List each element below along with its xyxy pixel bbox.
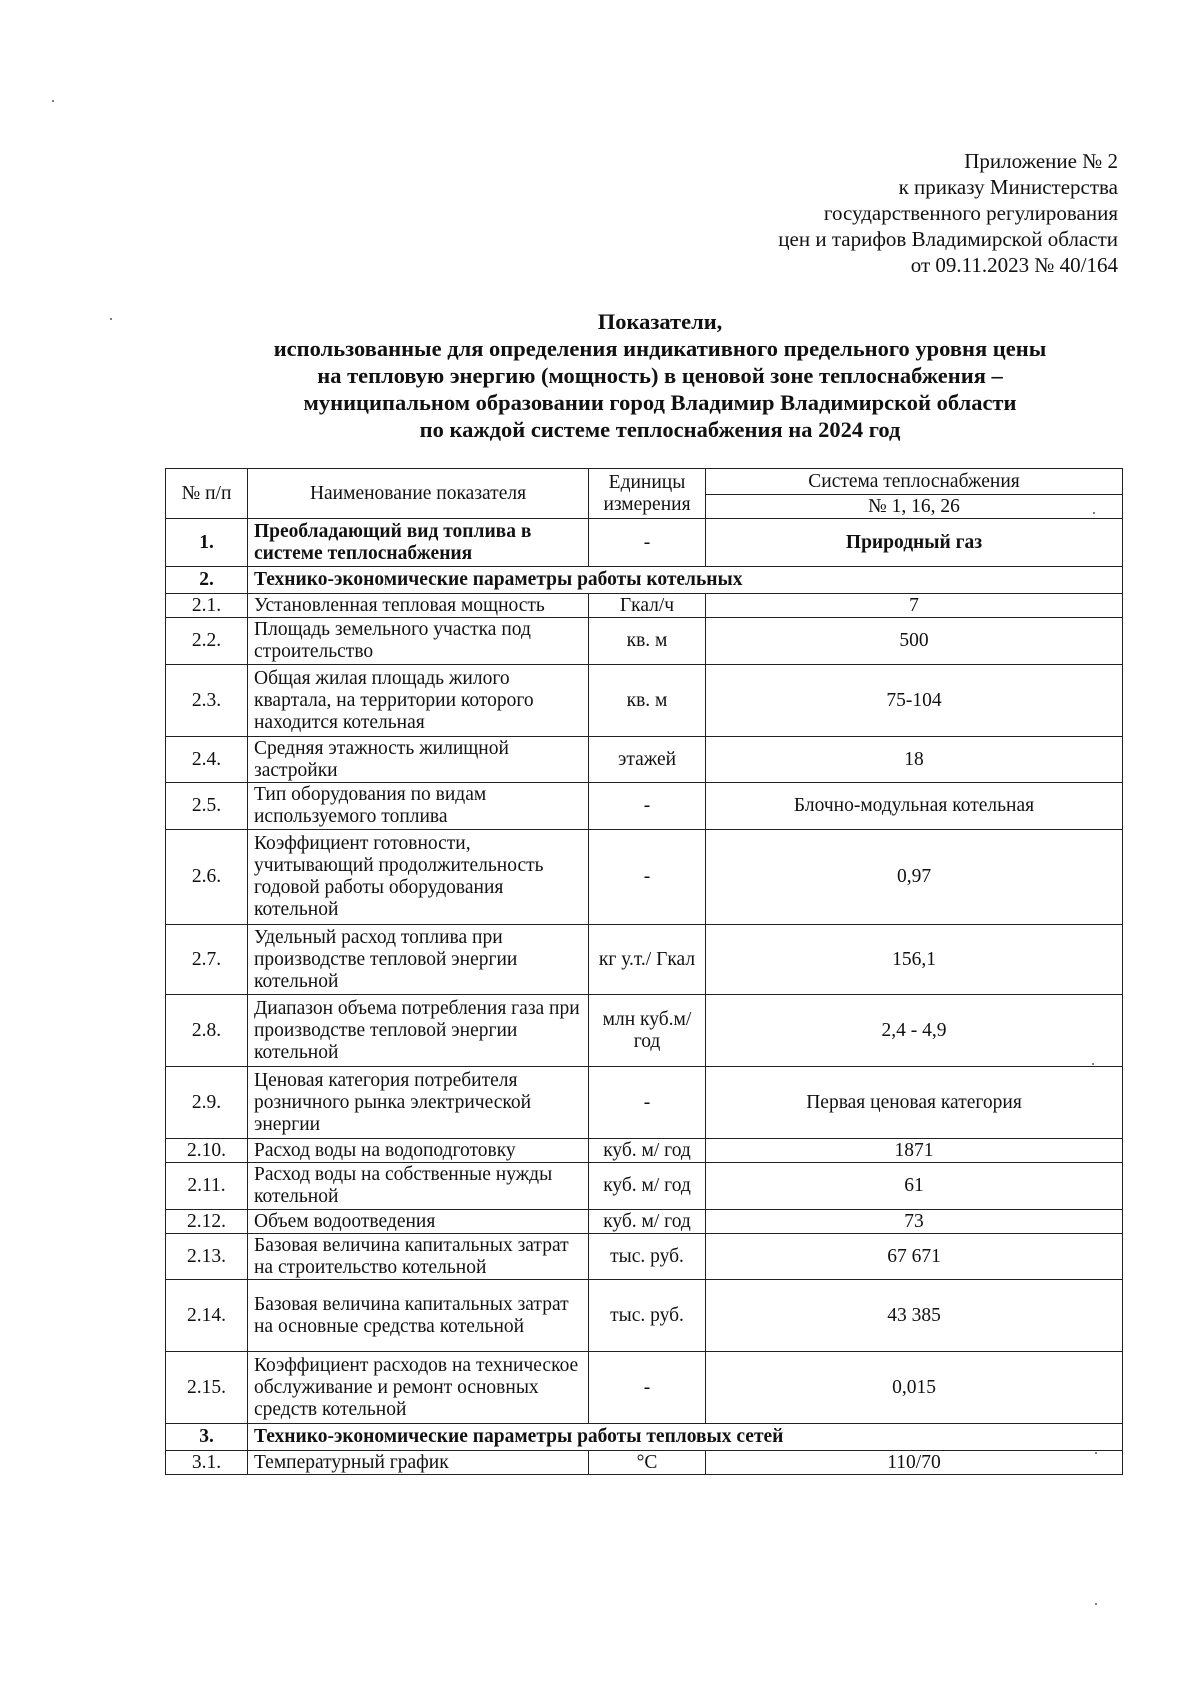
table-row (166, 618, 1123, 665)
indicator-unit: °С (589, 1451, 706, 1475)
indicator-name: Объем водоотведения (248, 1210, 589, 1234)
table-row (166, 925, 1123, 995)
indicator-unit: тыс. руб. (589, 1280, 706, 1352)
title-line: на тепловую энергию (мощность) в ценовой зоне теплоснабжения – (317, 363, 1003, 388)
indicator-value: 73 (706, 1210, 1123, 1234)
indicator-value: Первая ценовая категория (706, 1067, 1123, 1139)
appendix-block (778, 148, 1118, 278)
header-num: № п/п (166, 469, 248, 519)
indicator-name: Ценовая категория потребителя розничного рынка электрической энергии (248, 1067, 589, 1139)
title-line: использованные для определения индикативного предельного уровня цены (273, 336, 1047, 361)
indicator-value: 0,97 (706, 830, 1123, 925)
table-row (166, 1139, 1123, 1163)
section-title: Технико-экономические параметры работы тепловых сетей (248, 1424, 1123, 1451)
row-number: 2.15. (166, 1352, 248, 1424)
table-row (166, 995, 1123, 1067)
row-number: 1. (166, 519, 248, 567)
row-number: 3. (166, 1424, 248, 1451)
scan-speck (52, 100, 54, 102)
title-line: муниципальном образовании город Владимир Владимирской области (303, 390, 1017, 415)
table-header-row (166, 469, 1123, 495)
indicator-value: 2,4 - 4,9 (706, 995, 1123, 1067)
header-unit: Единицы измерения (589, 469, 706, 519)
indicator-value: 18 (706, 737, 1123, 783)
indicator-name: Коэффициент готовности, учитывающий продолжительность годовой работы оборудования котельной (248, 830, 589, 925)
indicator-value: 110/70 (706, 1451, 1123, 1475)
scan-speck (1095, 1603, 1097, 1605)
header-name: Наименование показателя (248, 469, 589, 519)
table-row (166, 830, 1123, 925)
indicator-name: Тип оборудования по видам используемого топлива (248, 783, 589, 830)
indicator-unit: тыс. руб. (589, 1234, 706, 1280)
row-number: 2.2. (166, 618, 248, 665)
row-number: 2.6. (166, 830, 248, 925)
indicator-name: Температурный график (248, 1451, 589, 1475)
row-number: 2.3. (166, 665, 248, 737)
appendix-line: государственного регулирования (823, 201, 1118, 225)
indicator-name: Установленная тепловая мощность (248, 594, 589, 618)
indicator-name: Расход воды на водоподготовку (248, 1139, 589, 1163)
row-number: 2.12. (166, 1210, 248, 1234)
header-system-numbers: № 1, 16, 26 (706, 495, 1123, 519)
indicator-name: Удельный расход топлива при производстве тепловой энергии котельной (248, 925, 589, 995)
indicator-unit: - (589, 519, 706, 567)
indicator-unit: Гкал/ч (589, 594, 706, 618)
indicator-name: Общая жилая площадь жилого квартала, на территории которого находится котельная (248, 665, 589, 737)
indicator-value: 1871 (706, 1139, 1123, 1163)
table-row (166, 737, 1123, 783)
appendix-line: от 09.11.2023 № 40/164 (910, 253, 1118, 277)
indicator-name: Базовая величина капитальных затрат на основные средства котельной (248, 1280, 589, 1352)
indicator-unit: - (589, 830, 706, 925)
indicator-name: Расход воды на собственные нужды котельной (248, 1163, 589, 1210)
row-number: 2.9. (166, 1067, 248, 1139)
scan-speck (1093, 512, 1095, 514)
indicator-unit: - (589, 1067, 706, 1139)
indicator-value: 67 671 (706, 1234, 1123, 1280)
indicator-value: 500 (706, 618, 1123, 665)
table-section-row (166, 1424, 1123, 1451)
row-number: 2.7. (166, 925, 248, 995)
indicator-value: Блочно-модульная котельная (706, 783, 1123, 830)
row-number: 2.8. (166, 995, 248, 1067)
indicator-value: 61 (706, 1163, 1123, 1210)
appendix-line: Приложение № 2 (964, 149, 1118, 173)
scan-speck (1095, 1452, 1097, 1454)
indicator-name: Преобладающий вид топлива в системе теплоснабжения (248, 519, 589, 567)
table-section-row (166, 567, 1123, 594)
indicator-value: 156,1 (706, 925, 1123, 995)
row-number: 2.11. (166, 1163, 248, 1210)
row-number: 2.1. (166, 594, 248, 618)
table-row (166, 519, 1123, 567)
table-row (166, 1163, 1123, 1210)
indicator-unit: куб. м/ год (589, 1163, 706, 1210)
table-row (166, 594, 1123, 618)
row-number: 2.14. (166, 1280, 248, 1352)
table-row (166, 783, 1123, 830)
indicator-unit: куб. м/ год (589, 1210, 706, 1234)
row-number: 2.4. (166, 737, 248, 783)
row-number: 2.5. (166, 783, 248, 830)
parameters-table (165, 468, 1123, 1475)
section-title: Технико-экономические параметры работы котельных (248, 567, 1123, 594)
title-line: по каждой системе теплоснабжения на 2024 год (419, 417, 901, 442)
table-row (166, 1451, 1123, 1475)
indicator-unit: - (589, 783, 706, 830)
indicator-name: Площадь земельного участка под строительство (248, 618, 589, 665)
table-row (166, 1067, 1123, 1139)
row-number: 2.10. (166, 1139, 248, 1163)
table-row (166, 1210, 1123, 1234)
indicator-unit: млн куб.м/ год (589, 995, 706, 1067)
indicator-unit: кв. м (589, 618, 706, 665)
indicator-unit: кв. м (589, 665, 706, 737)
indicator-value: 0,015 (706, 1352, 1123, 1424)
indicator-name: Средняя этажность жилищной застройки (248, 737, 589, 783)
indicator-name: Базовая величина капитальных затрат на строительство котельной (248, 1234, 589, 1280)
title-line: Показатели, (597, 309, 723, 334)
indicator-name: Коэффициент расходов на техническое обслуживание и ремонт основных средств котельной (248, 1352, 589, 1424)
table-row (166, 1352, 1123, 1424)
indicator-name: Диапазон объема потребления газа при производстве тепловой энергии котельной (248, 995, 589, 1067)
row-number: 3.1. (166, 1451, 248, 1475)
indicator-unit: этажей (589, 737, 706, 783)
row-number: 2.13. (166, 1234, 248, 1280)
table-row (166, 665, 1123, 737)
header-system: Система теплоснабжения (706, 469, 1123, 495)
scan-speck (110, 318, 112, 320)
indicator-value: 75-104 (706, 665, 1123, 737)
row-number: 2. (166, 567, 248, 594)
appendix-line: цен и тарифов Владимирской области (778, 227, 1118, 251)
appendix-line: к приказу Министерства (898, 175, 1118, 199)
table-row (166, 1280, 1123, 1352)
indicator-unit: куб. м/ год (589, 1139, 706, 1163)
indicator-value: Природный газ (706, 519, 1123, 567)
indicator-unit: кг у.т./ Гкал (589, 925, 706, 995)
indicator-value: 7 (706, 594, 1123, 618)
document-title (160, 308, 1160, 443)
indicator-value: 43 385 (706, 1280, 1123, 1352)
scan-speck (1092, 1063, 1094, 1065)
table-row (166, 1234, 1123, 1280)
indicator-unit: - (589, 1352, 706, 1424)
